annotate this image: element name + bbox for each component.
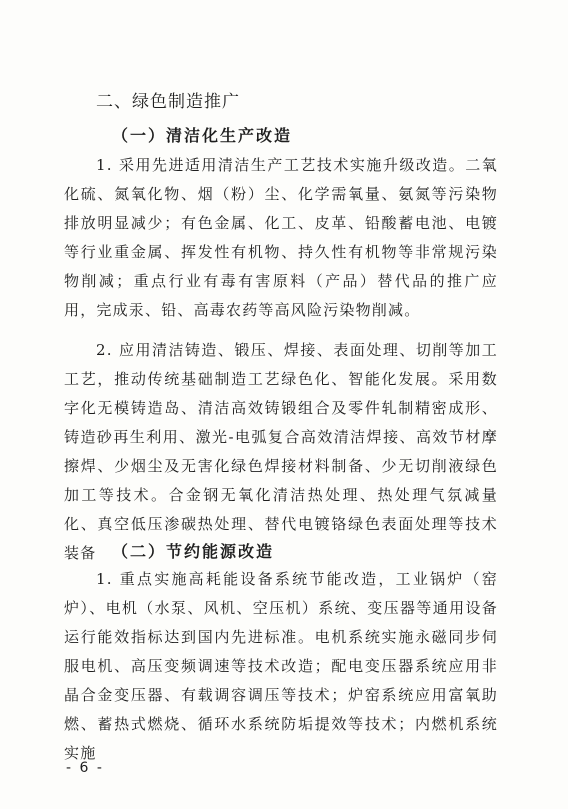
section-heading: 二、绿色制造推广 <box>96 92 240 112</box>
paragraph-energy-saving-1: 1. 重点实施高耗能设备系统节能改造，工业锅炉（窑炉）、电机（水泵、风机、空压机）系统、变压器等通用设备运行能效指标达到国内先进标准。电机系统实施永磁同步伺服电机、高压变频调速等技术改造；配电变压器系统应用非晶合金变压器、有载调容调压等技术；炉窑系统应用富氧助燃、蓄热式燃烧、循环水系统防垢提效等技术；内燃机系统实施 <box>64 570 498 762</box>
paragraph-clean-production-1: 1. 采用先进适用清洁生产工艺技术实施升级改造。二氧化硫、氮氧化物、烟（粉）尘、化学需氧量、氨氮等污染物排放明显减少；有色金属、化工、皮革、铅酸蓄电池、电镀等行业重金属、挥发性有机物、持久性有机物等非常规污染物削减；重点行业有毒有害原料（产品）替代品的推广应用，完成汞、铅、高毒农药等高风险污染物削减。 <box>64 156 498 319</box>
subsection-title-clean-production: （一）清洁化生产改造 <box>112 126 293 145</box>
page-number: - 6 - <box>66 760 104 776</box>
subsection-title-energy-saving: （二）节约能源改造 <box>112 542 275 561</box>
paragraph-clean-production-2: 2. 应用清洁铸造、锻压、焊接、表面处理、切削等加工工艺，推动传统基础制造工艺绿色化、智能化发展。采用数字化无模铸造岛、清洁高效铸锻组合及零件轧制精密成形、铸造砂再生利用、激光-电弧复合高效清洁焊接、高效节材摩擦焊、少烟尘及无害化绿色焊接材料制备、少无切削液绿色加工等技术。合金钢无氧化清洁热处理、热处理气氛减量化、真空低压渗碳热处理、替代电镀铬绿色表面处理等技术装备 <box>64 341 498 562</box>
